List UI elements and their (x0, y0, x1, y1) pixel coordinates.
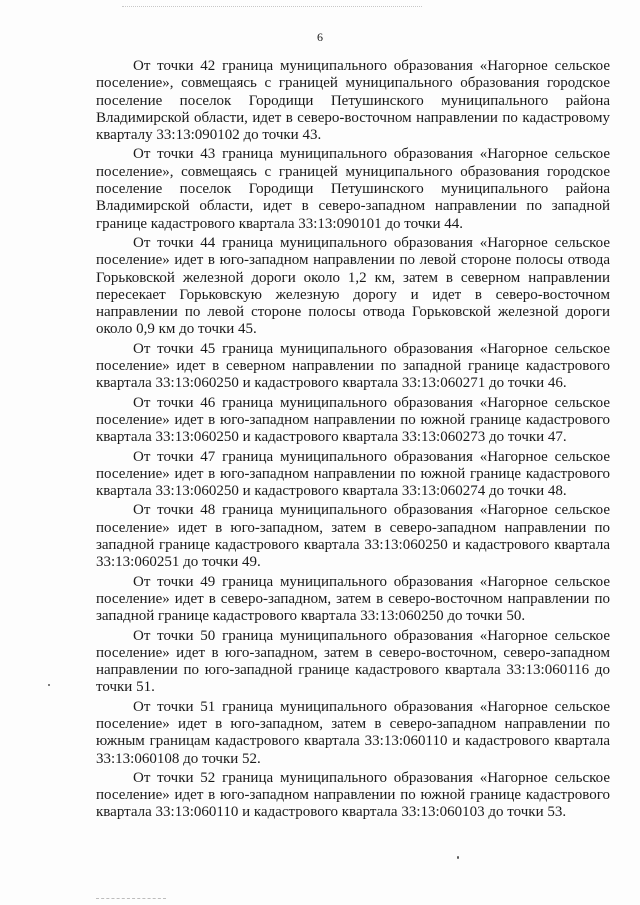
paragraph-point-47: От точки 47 граница муниципального образования «Нагорное сельское поселение» идет в юго-западном направлении по южной границе кадастрового квартала 33:13:060250 и кадастрового квартала 33:13:060274 до точки 48. (96, 448, 610, 500)
scan-artifact-top-rule (122, 6, 422, 7)
scan-speck (48, 684, 50, 686)
paragraph-point-43: От точки 43 граница муниципального образования «Нагорное сельское поселение», совмещаясь с границей муниципального образования городское поселение поселок Городищи Петушинского муниципального района Владимирской области, идет в северо-западном направлении по западной границе кадастрового квартала 33:13:090101 до точки 44. (96, 146, 610, 232)
scan-artifact-bottom-line (96, 898, 166, 899)
paragraph-point-46: От точки 46 граница муниципального образования «Нагорное сельское поселение» идет в юго-западном направлении по южной границе кадастрового квартала 33:13:060250 и кадастрового квартала 33:13:060273 до точки 47. (96, 394, 610, 446)
paragraph-point-50: От точки 50 граница муниципального образования «Нагорное сельское поселение» идет в юго-западном, затем в северо-восточном, северо-западном направлении по юго-западной границе кадастрового квартала 33:13:060116 до точки 51. (96, 627, 610, 696)
paragraph-point-45: От точки 45 граница муниципального образования «Нагорное сельское поселение» идет в северном направлении по западной границе кадастрового квартала 33:13:060250 и кадастрового квартала 33:13:060271 до точки 46. (96, 340, 610, 392)
scan-speck (457, 856, 459, 859)
paragraph-point-52: От точки 52 граница муниципального образования «Нагорное сельское поселение» идет в юго-западном направлении по южной границе кадастрового квартала 33:13:060110 и кадастрового квартала 33:13:060103 до точки 53. (96, 769, 610, 821)
paragraph-point-49: От точки 49 граница муниципального образования «Нагорное сельское поселение» идет в северо-западном, затем в северо-восточном направлении по западной границе кадастрового квартала 33:13:060250 до точки 50. (96, 573, 610, 625)
page-number: 6 (317, 30, 323, 44)
paragraph-point-44: От точки 44 граница муниципального образования «Нагорное сельское поселение» идет в юго-западном направлении по левой стороне полосы отвода Горьковской железной дороги около 1,2 км, затем в северном направлении пересекает Горьковскую железную дорогу и идет в северо-восточном направлении по левой стороне полосы отвода Горьковской железной дороги около 0,9 км до точки 45. (96, 234, 610, 338)
document-body (96, 58, 610, 824)
paragraph-point-48: От точки 48 граница муниципального образования «Нагорное сельское поселение» идет в юго-западном, затем в северо-западном направлении по западной границе кадастрового квартала 33:13:060250 и кадастрового квартала 33:13:060251 до точки 49. (96, 502, 610, 571)
paragraph-point-42: От точки 42 граница муниципального образования «Нагорное сельское поселение», совмещаясь с границей муниципального образования городское поселение поселок Городищи Петушинского муниципального района Владимирской области, идет в северо-восточном направлении по кадастровому кварталу 33:13:090102 до точки 43. (96, 58, 610, 144)
paragraph-point-51: От точки 51 граница муниципального образования «Нагорное сельское поселение» идет в юго-западном, затем в северо-западном направлении по южным границам кадастрового квартала 33:13:060110 и кадастрового квартала 33:13:060108 до точки 52. (96, 698, 610, 767)
